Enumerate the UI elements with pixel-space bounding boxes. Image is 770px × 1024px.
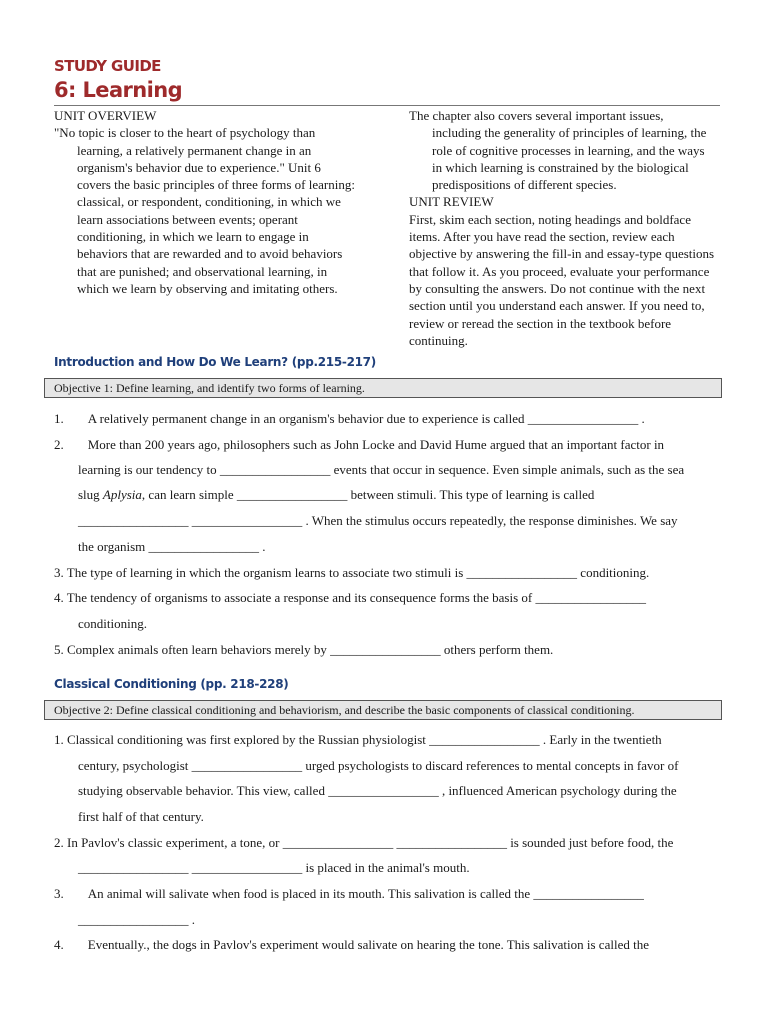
title-divider bbox=[54, 105, 720, 106]
overview-line: learn associations between events; operant bbox=[77, 211, 298, 227]
review-line: items. After you have read the section, review each bbox=[409, 229, 675, 245]
overview-line: that are punished; and observational learning, in bbox=[77, 263, 328, 279]
question-continuation: _________________ _________________ . When the stimulus occurs repeatedly, the response diminishes. We say bbox=[78, 513, 678, 528]
issues-line: role of cognitive processes in learning, and the ways bbox=[432, 142, 705, 158]
review-line: First, skim each section, noting headings and boldface bbox=[409, 211, 691, 227]
review-line: objective by answering the fill-in and essay-type questions bbox=[409, 246, 715, 262]
question-continuation: _________________ . bbox=[78, 912, 195, 927]
question-item: 3. The type of learning in which the organism learns to associate two stimuli is _________________ conditioning. bbox=[54, 565, 650, 580]
question-text: An animal will salivate when food is placed in its mouth. This salivation is called the _________________ bbox=[87, 886, 644, 901]
question-text: slug bbox=[78, 487, 103, 502]
unit-overview-heading: UNIT OVERVIEW bbox=[54, 108, 157, 123]
question-item bbox=[54, 937, 724, 953]
objective-box: Objective 1: Define learning, and identify two forms of learning. bbox=[44, 378, 722, 398]
question-item bbox=[54, 437, 724, 453]
overview-line: "No topic is closer to the heart of psychology than bbox=[54, 125, 316, 141]
question-number: 1. bbox=[54, 411, 64, 426]
issues-line: predispositions of different species. bbox=[432, 177, 617, 193]
issues-line: including the generality of principles of learning, the bbox=[432, 125, 707, 141]
section-heading-introduction: Introduction and How Do We Learn? (pp.215-217) bbox=[54, 355, 376, 369]
overview-line: organism's behavior due to experience." Unit 6 bbox=[77, 159, 321, 175]
overview-line: which we learn by observing and imitating others. bbox=[77, 280, 338, 296]
question-item: 4. The tendency of organisms to associate a response and its consequence forms the basis of _________________ bbox=[54, 590, 646, 605]
question-text: , can learn simple _________________ between stimuli. This type of learning is called bbox=[141, 487, 595, 502]
study-guide-label: STUDY GUIDE bbox=[54, 57, 161, 75]
question-text: A relatively permanent change in an organism's behavior due to experience is called _________________ . bbox=[87, 411, 645, 426]
question-item bbox=[54, 411, 724, 427]
issues-line: in which learning is constrained by the biological bbox=[432, 159, 689, 175]
section-heading-classical-conditioning: Classical Conditioning (pp. 218-228) bbox=[54, 677, 289, 691]
question-continuation: learning is our tendency to _________________ events that occur in sequence. Even simple animals, such as the sea bbox=[78, 462, 685, 477]
review-line: review or reread the section in the textbook before bbox=[409, 315, 672, 331]
question-number: 3. bbox=[54, 886, 64, 901]
unit-overview bbox=[54, 107, 374, 297]
overview-line: covers the basic principles of three forms of learning: bbox=[77, 177, 355, 193]
question-continuation: studying observable behavior. This view, called _________________ , influenced American psychology during the bbox=[78, 783, 677, 798]
issues-line: The chapter also covers several important issues, bbox=[409, 108, 664, 123]
question-continuation: _________________ _________________ is placed in the animal's mouth. bbox=[78, 860, 470, 875]
review-line: by consulting the answers. Do not continue with the next bbox=[409, 280, 706, 296]
question-continuation: the organism _________________ . bbox=[78, 539, 266, 554]
objective-box: Objective 2: Define classical conditioning and behaviorism, and describe the basic components of classical conditioning. bbox=[44, 700, 722, 720]
question-item bbox=[54, 886, 724, 902]
question-continuation bbox=[78, 487, 748, 503]
question-text: More than 200 years ago, philosophers such as John Locke and David Hume argued that an important factor in bbox=[87, 437, 665, 452]
unit-review-heading: UNIT REVIEW bbox=[409, 194, 494, 210]
review-line: that follow it. As you proceed, evaluate your performance bbox=[409, 263, 710, 279]
question-continuation: first half of that century. bbox=[78, 809, 204, 824]
page-title: 6: Learning bbox=[54, 78, 183, 102]
overview-line: behaviors that are rewarded and to avoid behaviors bbox=[77, 246, 343, 262]
question-number: 4. bbox=[54, 937, 64, 952]
question-item: 2. In Pavlov's classic experiment, a tone, or _________________ _________________ is sounded just before food, the bbox=[54, 835, 674, 850]
unit-review bbox=[409, 107, 721, 349]
overview-line: conditioning, in which we learn to engage in bbox=[77, 229, 309, 245]
question-number: 2. bbox=[54, 437, 64, 452]
question-text: Eventually., the dogs in Pavlov's experiment would salivate on hearing the tone. This salivation is called the bbox=[87, 937, 649, 952]
overview-line: classical, or respondent, conditioning, in which we bbox=[77, 194, 341, 210]
review-line: continuing. bbox=[409, 332, 468, 348]
overview-line: learning, a relatively permanent change in an bbox=[77, 142, 312, 158]
question-text-italic: Aplysia bbox=[102, 487, 142, 502]
question-item: 5. Complex animals often learn behaviors merely by _________________ others perform them. bbox=[54, 642, 554, 657]
question-item: 1. Classical conditioning was first explored by the Russian physiologist _________________ . Early in the twentieth bbox=[54, 732, 662, 747]
question-continuation: century, psychologist _________________ urged psychologists to discard references to mental concepts in favor of bbox=[78, 758, 679, 773]
review-line: section until you understand each answer. If you need to, bbox=[409, 298, 705, 314]
question-continuation: conditioning. bbox=[78, 616, 147, 631]
